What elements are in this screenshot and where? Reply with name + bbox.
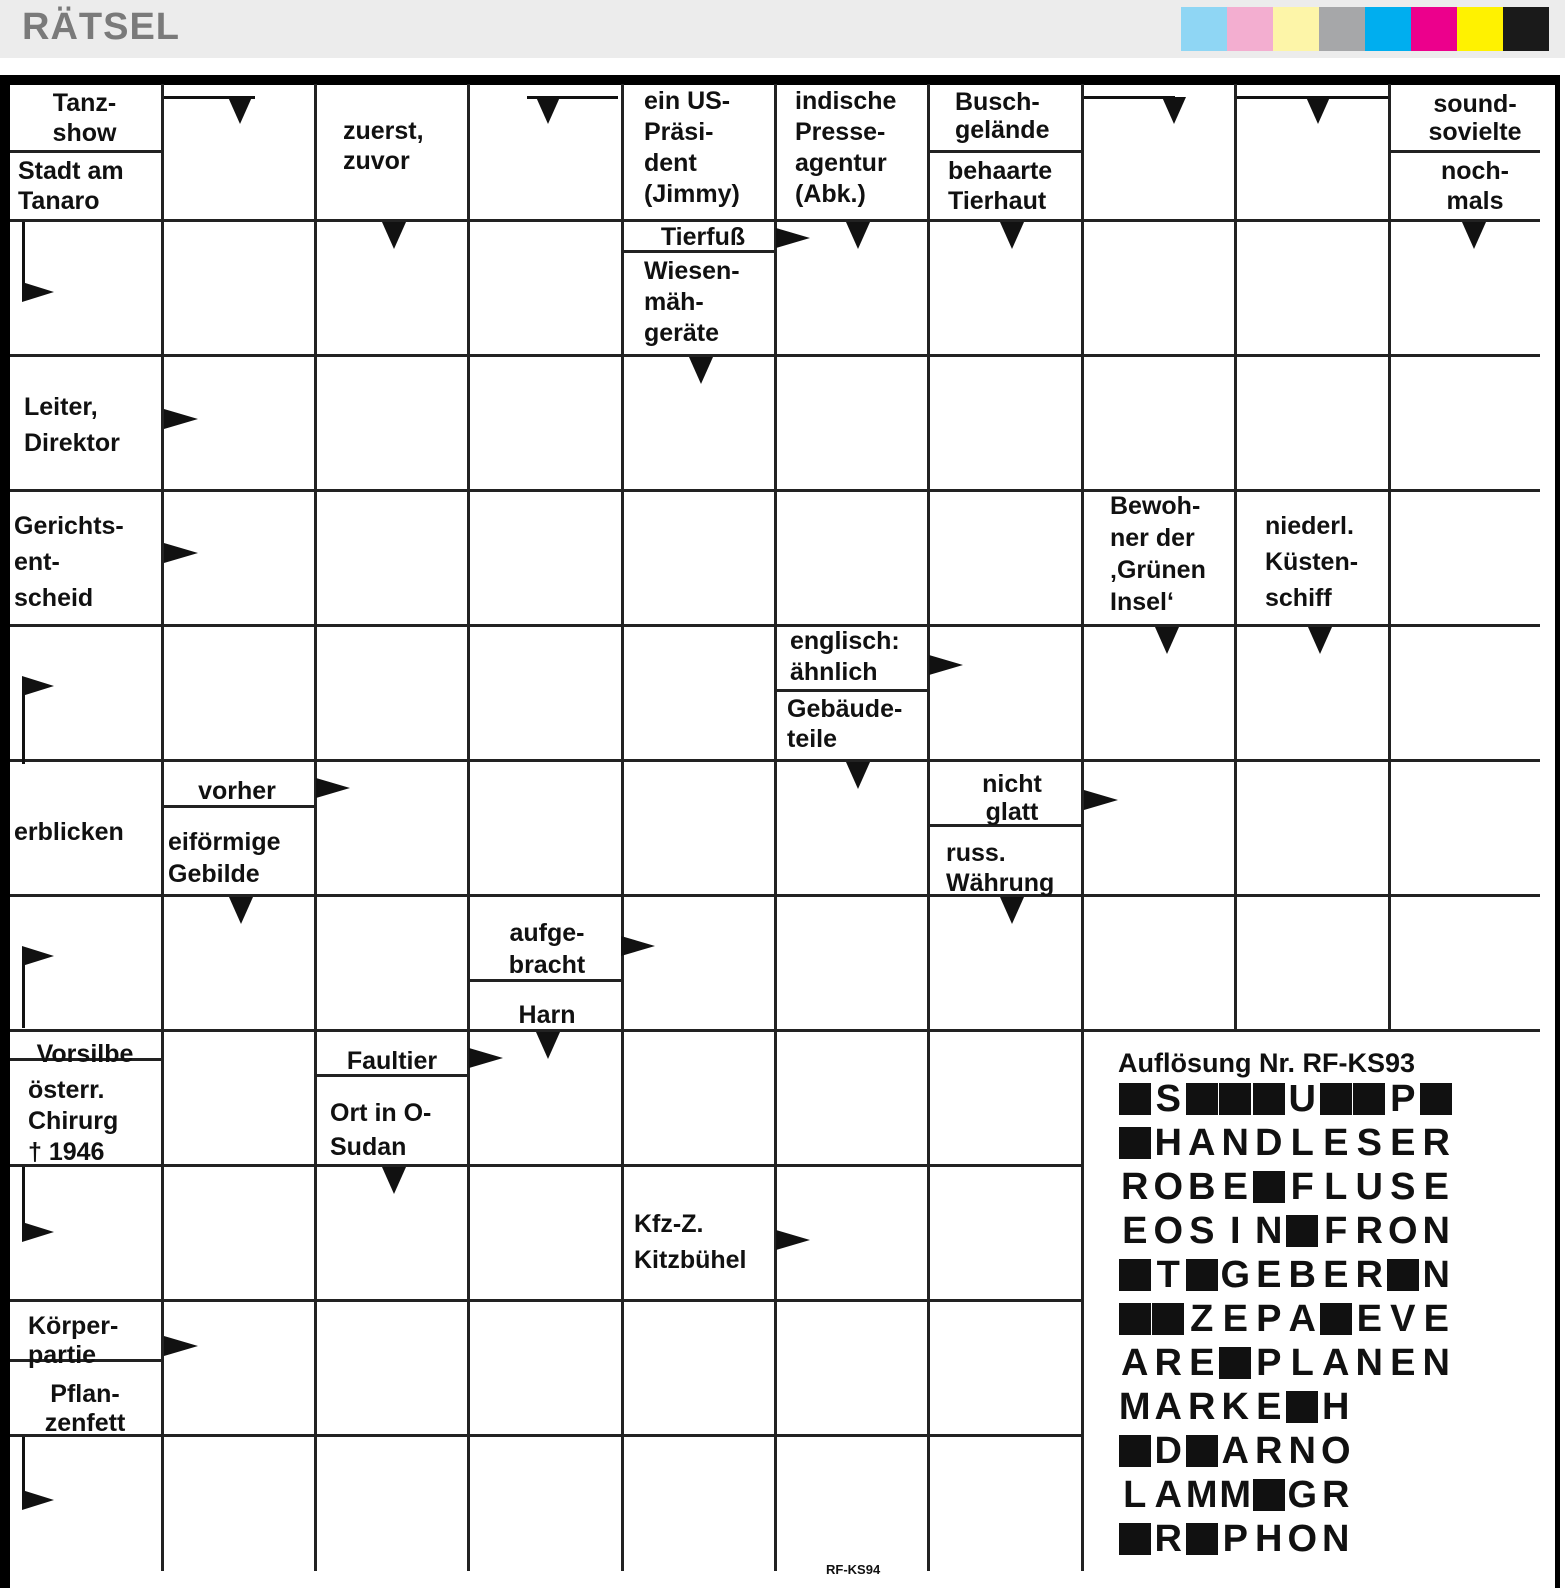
arrow-right-icon	[164, 543, 198, 563]
solution-letter: B	[1188, 1165, 1216, 1208]
solution-letter: R	[1188, 1385, 1216, 1428]
clue-zuerst-zuvor: zuerst, zuvor	[343, 117, 424, 175]
solution-letter: H	[1255, 1517, 1283, 1560]
solution-black-square	[1319, 1077, 1353, 1121]
clue-pflanzenfett: Pflan- zenfett	[44, 1380, 126, 1437]
solution-letter: G	[1220, 1253, 1251, 1296]
grid-row-line	[927, 150, 1081, 153]
clue-soundsovielte: sound- sovielte	[1428, 90, 1522, 146]
arrow-down-icon	[536, 97, 560, 124]
arrow-down-icon	[1000, 222, 1024, 249]
solution-row	[1118, 1253, 1453, 1297]
clue-gebaeudeteile: Gebäude- teile	[787, 695, 903, 753]
solution-letter: F	[1324, 1209, 1348, 1252]
solution-black-square	[1386, 1253, 1420, 1297]
arrow-down-icon	[1155, 627, 1179, 654]
solution-letter: N	[1288, 1429, 1316, 1472]
grid-row-line	[1388, 150, 1540, 153]
grid-row-line	[10, 489, 1540, 492]
arrow-right-icon	[316, 778, 350, 798]
solution-letter: V	[1390, 1297, 1416, 1340]
clue-behaarte-tierhaut: behaarte Tierhaut	[948, 157, 1053, 215]
arrow-down-icon	[382, 222, 406, 249]
solution-row	[1118, 1473, 1453, 1517]
arrow-down-icon	[846, 222, 870, 249]
clue-stadt-am-tanaro: Stadt am Tanaro	[18, 157, 124, 215]
grid-row-line	[10, 1029, 1540, 1032]
solution-letter: L	[1324, 1165, 1348, 1208]
solution-black-square	[1219, 1341, 1253, 1385]
solution-grid	[1118, 1077, 1453, 1561]
clue-bewohner-gruene-insel: Bewoh- ner der ‚Grünen Insel‘	[1110, 492, 1206, 616]
solution-black-square	[1319, 1297, 1353, 1341]
clue-nicht-glatt: nicht glatt	[982, 770, 1042, 826]
grid-row-line	[774, 689, 927, 692]
solution-black-square	[1286, 1209, 1320, 1253]
clue-koerperpartie: Körper- partie	[28, 1312, 119, 1369]
arrow-right-icon	[164, 409, 198, 429]
clue-russ-waehrung: russ. Währung	[946, 839, 1055, 897]
solution-letter: M	[1185, 1473, 1218, 1516]
color-swatch	[1365, 7, 1411, 51]
clue-tierfuss: Tierfuß	[660, 223, 746, 251]
page-header	[0, 0, 1565, 58]
clue-wiesenmaehgeraete: Wiesen- mäh- geräte	[644, 257, 740, 347]
solution-letter: A	[1322, 1341, 1350, 1384]
solution-letter: S	[1155, 1077, 1181, 1120]
arrow-down-icon	[382, 1167, 406, 1194]
grid-row-line	[10, 1164, 1081, 1167]
color-swatch	[1181, 7, 1227, 51]
solution-letter: N	[1255, 1209, 1283, 1252]
solution-letter: K	[1221, 1385, 1249, 1428]
clue-erblicken: erblicken	[14, 818, 124, 846]
arrow-down-icon	[229, 897, 253, 924]
color-calibration-bar	[1181, 7, 1549, 51]
solution-letter: E	[1423, 1165, 1449, 1208]
clue-oesterr-chirurg: österr. Chirurg † 1946	[28, 1076, 119, 1166]
solution-letter: T	[1156, 1253, 1180, 1296]
solution-letter: A	[1288, 1297, 1316, 1340]
solution-letter: L	[1290, 1341, 1314, 1384]
clue-nochmals: noch- mals	[1440, 157, 1510, 215]
grid-column-line	[1081, 84, 1084, 1571]
solution-letter: E	[1189, 1341, 1215, 1384]
solution-black-square	[1185, 1429, 1219, 1473]
solution-letter: G	[1287, 1473, 1318, 1516]
arrow-right-icon	[164, 1336, 198, 1356]
arrow-right-icon	[929, 655, 963, 675]
arrow-down-icon	[228, 97, 252, 124]
grid-row-line	[10, 1434, 1081, 1437]
solution-row	[1118, 1517, 1453, 1561]
arrow-right-icon	[776, 228, 810, 248]
solution-letter: E	[1423, 1297, 1449, 1340]
arrow-right-icon	[1084, 790, 1118, 810]
clue-indische-presseagentur: indische Presse- agentur (Abk.)	[795, 87, 897, 208]
arrow-down-icon	[1162, 97, 1186, 124]
solution-letter: H	[1322, 1385, 1350, 1428]
color-swatch	[1319, 7, 1365, 51]
solution-letter: R	[1355, 1253, 1383, 1296]
solution-letter: P	[1390, 1077, 1416, 1120]
arrow-flag-icon	[22, 946, 54, 966]
solution-row	[1118, 1077, 1453, 1121]
solution-letter: S	[1189, 1209, 1215, 1252]
solution-letter: M	[1118, 1385, 1151, 1428]
clue-vorsilbe: Vorsilbe	[36, 1040, 134, 1068]
solution-letter: N	[1422, 1209, 1450, 1252]
solution-letter: E	[1256, 1253, 1282, 1296]
solution-black-square	[1219, 1077, 1253, 1121]
grid-row-line	[10, 354, 1540, 357]
arrow-down-icon	[1306, 97, 1330, 124]
solution-letter: N	[1422, 1253, 1450, 1296]
arrow-right-icon	[469, 1048, 503, 1068]
solution-letter: N	[1422, 1341, 1450, 1384]
clue-faultier: Faultier	[346, 1047, 438, 1075]
solution-letter: L	[1123, 1473, 1147, 1516]
clue-eifoermige-gebilde: eiförmige Gebilde	[168, 828, 281, 888]
arrow-flag-icon	[22, 676, 54, 696]
clue-us-praesident: ein US- Präsi- dent (Jimmy)	[644, 87, 740, 208]
grid-column-line	[1234, 84, 1237, 1029]
solution-letter: R	[1355, 1209, 1383, 1252]
solution-row	[1118, 1429, 1453, 1473]
solution-letter: A	[1154, 1385, 1182, 1428]
solution-black-square	[1118, 1429, 1152, 1473]
solution-letter: P	[1256, 1341, 1282, 1384]
solution-letter: S	[1356, 1121, 1382, 1164]
solution-letter: D	[1154, 1429, 1182, 1472]
clue-leiter-direktor: Leiter, Direktor	[24, 393, 120, 457]
solution-black-square	[1185, 1253, 1219, 1297]
solution-black-square	[1286, 1385, 1320, 1429]
solution-row	[1118, 1385, 1453, 1429]
solution-letter: E	[1390, 1341, 1416, 1384]
clue-aufgebracht: aufge- bracht	[508, 919, 586, 979]
grid-column-line	[467, 84, 470, 1571]
clue-vorher: vorher	[198, 777, 276, 805]
solution-letter: R	[1255, 1429, 1283, 1472]
solution-letter: N	[1322, 1517, 1350, 1560]
clue-ort-in-o-sudan: Ort in O- Sudan	[330, 1099, 432, 1161]
grid-column-line	[774, 84, 777, 1571]
solution-title: Auflösung Nr. RF-KS93	[1118, 1048, 1416, 1078]
solution-black-square	[1118, 1253, 1152, 1297]
solution-letter: A	[1221, 1429, 1249, 1472]
solution-black-square	[1118, 1297, 1152, 1341]
solution-letter: A	[1154, 1473, 1182, 1516]
solution-letter: D	[1255, 1121, 1283, 1164]
solution-black-square	[1118, 1121, 1152, 1165]
solution-letter: O	[1153, 1165, 1184, 1208]
solution-letter: P	[1222, 1517, 1248, 1560]
solution-letter: E	[1356, 1297, 1382, 1340]
solution-row	[1118, 1341, 1453, 1385]
solution-letter: H	[1154, 1121, 1182, 1164]
solution-letter: E	[1323, 1253, 1349, 1296]
arrow-flag-icon	[22, 282, 54, 302]
color-swatch	[1411, 7, 1457, 51]
solution-letter: Z	[1190, 1297, 1214, 1340]
solution-row	[1118, 1297, 1453, 1341]
solution-letter: A	[1121, 1341, 1149, 1384]
clue-kuestenschiff: niederl. Küsten- schiff	[1265, 512, 1359, 612]
grid-row-line	[10, 1299, 1081, 1302]
page-title: RÄTSEL	[22, 6, 180, 48]
solution-black-square	[1353, 1077, 1387, 1121]
arrow-right-icon	[776, 1230, 810, 1250]
solution-letter: E	[1390, 1121, 1416, 1164]
solution-letter: R	[1154, 1517, 1182, 1560]
solution-letter: S	[1390, 1165, 1416, 1208]
solution-letter: E	[1222, 1165, 1248, 1208]
solution-letter: E	[1323, 1121, 1349, 1164]
clue-gerichtsentscheid: Gerichts- ent- scheid	[14, 512, 124, 612]
solution-letter: I	[1229, 1209, 1241, 1252]
solution-letter: L	[1290, 1121, 1314, 1164]
clue-harn: Harn	[518, 1001, 576, 1029]
solution-black-square	[1420, 1077, 1454, 1121]
solution-black-square	[1252, 1077, 1286, 1121]
solution-letter: N	[1355, 1341, 1383, 1384]
arrow-down-icon	[536, 1032, 560, 1059]
solution-black-square	[1252, 1165, 1286, 1209]
solution-letter: A	[1188, 1121, 1216, 1164]
solution-black-square	[1185, 1077, 1219, 1121]
solution-black-square	[1252, 1473, 1286, 1517]
arrow-down-icon	[689, 357, 713, 384]
solution-letter: F	[1290, 1165, 1314, 1208]
solution-letter: R	[1154, 1341, 1182, 1384]
color-swatch	[1273, 7, 1319, 51]
arrow-right-icon	[621, 936, 655, 956]
solution-letter: O	[1153, 1209, 1184, 1252]
solution-letter: U	[1355, 1165, 1383, 1208]
arrow-down-icon	[1000, 897, 1024, 924]
solution-letter: E	[1222, 1297, 1248, 1340]
clue-kfz-kitzbuehel: Kfz-Z. Kitzbühel	[634, 1210, 747, 1274]
grid-row-line	[10, 759, 1540, 762]
clue-englisch-aehnlich: englisch: ähnlich	[790, 627, 900, 686]
grid-row-line	[10, 150, 161, 153]
solution-black-square	[1152, 1297, 1186, 1341]
solution-letter: R	[1322, 1473, 1350, 1516]
grid-column-line	[621, 84, 624, 1571]
arrow-down-icon	[1462, 222, 1486, 249]
clue-buschgelaende: Busch- gelände	[955, 88, 1050, 144]
solution-black-square	[1185, 1517, 1219, 1561]
color-swatch	[1457, 7, 1503, 51]
solution-row	[1118, 1209, 1453, 1253]
solution-row	[1118, 1165, 1453, 1209]
solution-row	[1118, 1121, 1453, 1165]
solution-letter: O	[1387, 1209, 1418, 1252]
solution-letter: R	[1422, 1121, 1450, 1164]
grid-column-line	[314, 84, 317, 1571]
solution-letter: B	[1288, 1253, 1316, 1296]
color-swatch	[1503, 7, 1549, 51]
puzzle-code: RF-KS94	[826, 1562, 881, 1577]
solution-letter: M	[1219, 1473, 1252, 1516]
solution-letter: O	[1287, 1517, 1318, 1560]
arrow-down-icon	[1308, 627, 1332, 654]
solution-letter: R	[1121, 1165, 1149, 1208]
arrow-down-icon	[846, 762, 870, 789]
arrow-flag-icon	[22, 1222, 54, 1242]
solution-letter: U	[1288, 1077, 1316, 1120]
solution-black-square	[1118, 1077, 1152, 1121]
solution-letter: E	[1122, 1209, 1148, 1252]
clue-tanzshow: Tanz- show	[52, 89, 117, 147]
solution-letter: E	[1256, 1385, 1282, 1428]
grid-column-line	[927, 84, 930, 1571]
solution-letter: O	[1320, 1429, 1351, 1472]
grid-column-line	[1388, 84, 1391, 1029]
solution-letter: P	[1256, 1297, 1282, 1340]
solution-black-square	[1118, 1517, 1152, 1561]
arrow-flag-icon	[22, 1490, 54, 1510]
solution-letter: N	[1221, 1121, 1249, 1164]
color-swatch	[1227, 7, 1273, 51]
